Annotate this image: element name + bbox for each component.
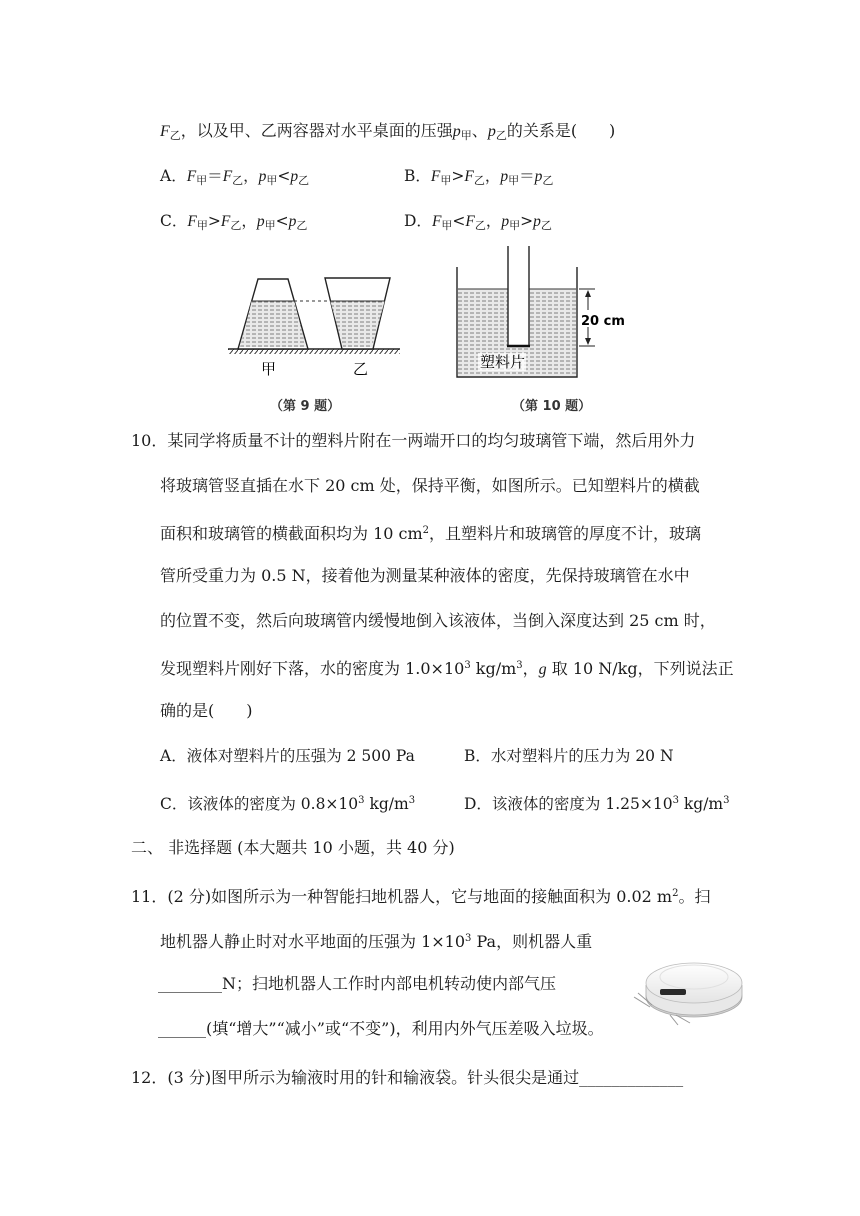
q9-option-b[interactable]: B．$F_甲>F_乙$，$p_甲=p_乙$ — [404, 167, 554, 187]
q10-line-1: 10．某同学将质量不计的塑料片附在一两端开口的均匀玻璃管下端，然后用外力 — [131, 431, 696, 450]
var-F: F — [160, 123, 170, 140]
fig10-dimension-label: 20 cm — [581, 314, 625, 329]
figure-10-tube-in-water — [452, 243, 632, 383]
q10-line-2: 将玻璃管竖直插在水下 20 cm 处，保持平衡，如图所示。已知塑料片的横截 — [160, 476, 700, 495]
fig9-label-yi: 乙 — [353, 360, 369, 378]
fig9-label-jia: 甲 — [261, 360, 277, 378]
fig10-plastic-label: 塑料片 — [480, 353, 526, 371]
q10-line-6: 发现塑料片刚好下落，水的密度为 $1.0\times 10^3$ $kg/m^3$，g 取 10 N/kg，下列说法正 — [160, 659, 734, 678]
q11-line-4[interactable]: ______(填“增大”“减小”或“不变”)，利用内外气压差吸入垃圾。 — [158, 1019, 604, 1038]
q10-line-5: 的位置不变，然后向玻璃管内缓慢地倒入该液体，当倒入深度达到 25 cm 时， — [160, 611, 716, 630]
figure-9-containers — [228, 272, 408, 382]
q10-line-4: 管所受重力为 0.5 N，接着他为测量某种液体的密度，先保持玻璃管在水中 — [160, 566, 690, 585]
q11-line-3[interactable]: ________N；扫地机器人工作时内部电机转动使内部气压 — [158, 974, 557, 993]
liquid-yi — [330, 301, 384, 347]
q9-option-a[interactable]: A．$F_甲=F_乙$，$p_甲<p_乙$ — [160, 167, 310, 187]
q10-option-c[interactable]: C．该液体的密度为 $0.8\times 10^3$ $kg/m^3$ — [160, 795, 416, 813]
q9-option-d[interactable]: D．$F_甲<F_乙$，$p_甲>p_乙$ — [404, 212, 552, 232]
q10-option-b[interactable]: B．水对塑料片的压力为 20 N — [464, 747, 674, 765]
q11-line-2: 地机器人静止时对水平地面的压强为 $1\times 10^3$ Pa，则机器人重 — [160, 932, 593, 951]
q9-stem-tail: $F_乙$，以及甲、乙两容器对水平桌面的压强$p_甲$、$p_乙$的关系是( ) — [160, 121, 616, 142]
q10-line-3: 面积和玻璃管的横截面积均为 10 $cm^2$，且塑料片和玻璃管的厚度不计，玻璃 — [160, 524, 702, 543]
q12-line-1[interactable]: 12．(3 分)图甲所示为输液时用的针和输液袋。针头很尖是通过_____________ — [131, 1068, 684, 1087]
q11-line-1: 11．(2 分)如图所示为一种智能扫地机器人，它与地面的接触面积为 0.02 $m^2$。扫 — [131, 887, 711, 906]
water-right — [529, 289, 576, 376]
q10-option-a[interactable]: A．液体对塑料片的压强为 2 500 Pa — [160, 747, 415, 765]
q9-option-c[interactable]: C．$F_甲>F_乙$，$p_甲<p_乙$ — [160, 212, 308, 232]
q10-line-7: 确的是( ) — [160, 701, 253, 720]
section-2-heading: 二、 非选择题 (本大题共 10 小题，共 40 分) — [131, 838, 455, 857]
fig9-caption: （第 9 题） — [270, 399, 341, 414]
fig10-caption: （第 10 题） — [512, 399, 592, 414]
q10-option-d[interactable]: D．该液体的密度为 $1.25\times 10^3$ $kg/m^3$ — [464, 795, 730, 813]
robot-vacuum-image — [630, 945, 750, 1035]
